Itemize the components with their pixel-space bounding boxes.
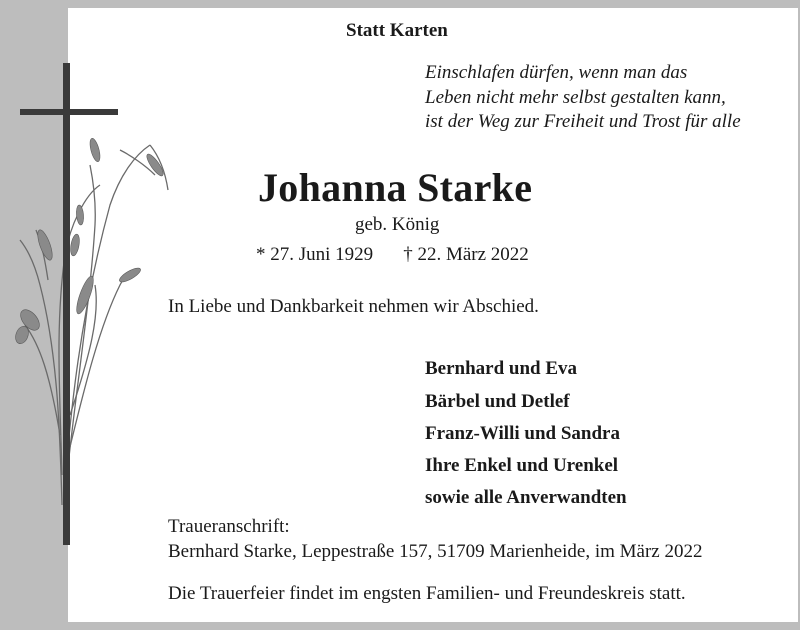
birth-date: * 27. Juni 1929 bbox=[256, 244, 374, 265]
wheat-ears bbox=[13, 137, 165, 345]
quote-line-3: ist der Weg zur Freiheit und Trost für alle bbox=[425, 111, 741, 132]
bottom-gray-border bbox=[0, 622, 800, 630]
mourner-4: Ihre Enkel und Urenkel bbox=[425, 455, 619, 476]
mourner-5: sowie alle Anverwandten bbox=[425, 487, 627, 508]
quote-line-2: Leben nicht mehr selbst gestalten kann, bbox=[425, 87, 726, 108]
header-title: Statt Karten bbox=[346, 20, 448, 41]
farewell-text: In Liebe und Dankbarkeit nehmen wir Abschied. bbox=[168, 296, 539, 317]
service-note: Die Trauerfeier findet im engsten Familien- und Freundeskreis statt. bbox=[168, 583, 686, 604]
cross-icon bbox=[0, 55, 180, 555]
address-label: Traueranschrift: bbox=[168, 516, 290, 537]
maiden-name: geb. König bbox=[355, 214, 440, 235]
deceased-name: Johanna Starke bbox=[258, 165, 533, 210]
mourner-3: Franz-Willi und Sandra bbox=[425, 423, 620, 444]
top-gray-border bbox=[0, 0, 800, 8]
mourner-1: Bernhard und Eva bbox=[425, 358, 578, 379]
death-date: † 22. März 2022 bbox=[403, 244, 529, 265]
quote-line-1: Einschlafen dürfen, wenn man das bbox=[425, 62, 688, 83]
mourner-2: Bärbel und Detlef bbox=[425, 391, 570, 412]
cross-vertical-beam bbox=[63, 63, 70, 545]
cross-horizontal-beam bbox=[20, 109, 118, 115]
address-line: Bernhard Starke, Leppestraße 157, 51709 Marienheide, im März 2022 bbox=[168, 541, 703, 562]
wheat-icon bbox=[20, 145, 168, 505]
life-dates bbox=[256, 244, 529, 266]
